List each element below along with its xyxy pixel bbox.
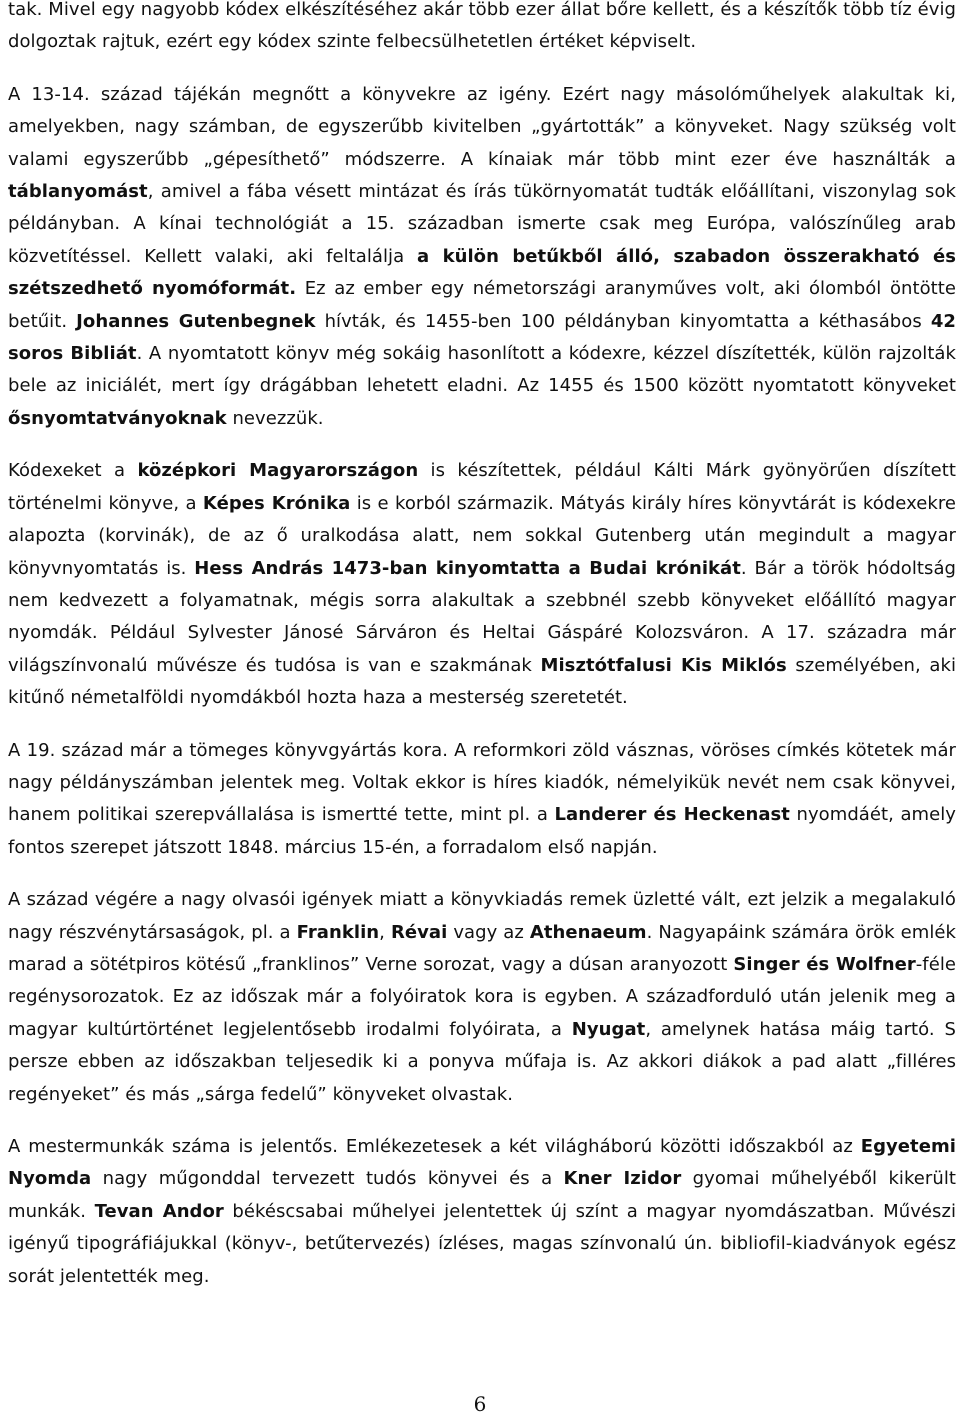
bold-term: Kner Izidor [563, 1168, 682, 1190]
bold-term: Landerer és Heckenast [554, 804, 790, 826]
text-run: , amivel a fába vésett mintázat és írás tükörnyomatát tudták előállítani, viszonylag sok példányban. A kínai technológiát a 15. században ismerte csak meg Európa, valószínűleg arab közvetítéssel. Kellett valaki, aki feltalálja [8, 181, 956, 267]
bold-term: Misztótfalusi Kis Miklós [540, 654, 787, 676]
text-run: nyomdáét, amely fontos szerepet játszott 1848. március 15-én, a forradalom első napján. [8, 804, 956, 858]
bold-term: Hess András 1473-ban kinyomtatta a Budai krónikát [194, 557, 741, 579]
paragraph-p2 [0, 79, 956, 435]
text-run: nevezzük. [226, 407, 324, 429]
text-run: nagy műgonddal tervezett tudós könyvei és a [91, 1168, 564, 1190]
paragraph-p1 [0, 0, 956, 59]
paragraph-p5 [0, 884, 956, 1111]
paragraph-p4 [0, 735, 956, 865]
text-run: . Nagyapáink számára örök emlék marad a sötétpiros kötésű „franklinos” Verne sorozat, vagy a dúsan aranyozott [8, 921, 956, 975]
bold-term: középkori Magyarországon [137, 460, 419, 482]
text-run: személyében, aki kitűnő németalföldi nyomdákból hozta haza a mesterség szeretetét. [8, 654, 956, 709]
text-run: Ez az ember egy németországi aranyműves volt, aki ólomból öntötte betűit. [8, 278, 956, 332]
text-run: is e korból származik. Mátyás király híres könyvtárát is kódexekre alapozta (korvinák), de az ő uralkodása alatt, nem sokkal Gutenberg után megindult a magyar könyvnyomtatás is. [8, 492, 957, 579]
bold-term: táblanyomást [8, 181, 148, 203]
bold-term: Franklin [296, 921, 380, 943]
text-run: hívták, és 1455-ben 100 példányban kinyomtatta a kéthasábos [315, 310, 931, 332]
bold-term: 42 soros Bibliát [8, 310, 956, 365]
text-run: gyomai műhelyéből kikerült munkák. [8, 1168, 956, 1222]
text-run: A 13-14. század tájékán megnőtt a könyvekre az igény. Ezért nagy másolóműhelyek alakultak ki, amelyekben, nagy számban, de egyszerűbb kivitelben „gyártották” a könyveket. Nagy szükség volt valami egyszerűbb „gépesíthető” módszerre. A kínaiak már több mint ezer éve használták a [8, 83, 956, 170]
bold-term: Egyetemi Nyomda [8, 1136, 956, 1190]
bold-term: Johannes Gutenbegnek [76, 310, 316, 332]
text-run: . A nyomtatott könyv még sokáig hasonlított a kódexre, kézzel díszítették, külön rajzolták bele az iniciálét, mert így drágábban lehetett eladni. Az 1455 és 1500 között nyomtatott könyveket [8, 343, 956, 397]
bold-term: Nyugat [571, 1018, 646, 1040]
bold-term: Képes Krónika [202, 492, 351, 514]
bold-term: a külön betűkből álló, szabadon összerakható és szétszedhető nyomóformát. [8, 245, 956, 300]
text-run: , [379, 921, 391, 943]
bold-term: ősnyomtatványoknak [8, 407, 227, 429]
bold-term: Athenaeum [529, 921, 647, 943]
bold-term: Singer és Wolfner [733, 953, 916, 975]
text-run: tak. Mivel egy nagyobb kódex elkészítéséhez akár több ezer állat bőre kellett, és a készítők több tíz évig dolgoztak rajtuk, ezért egy kódex szinte felbecsülhetetlen értéket képviselt. [8, 0, 956, 53]
text-run: , amelynek hatása máig tartó. S persze ebben az időszakban teljesedik ki a ponyva műfaja is. Az akkori diákok a pad alatt „filléres regényeket” és más „sárga fedelű” könyveket olvastak. [8, 1018, 956, 1105]
paragraph-p3 [0, 455, 956, 714]
text-run: is készítettek, például Kálti Márk gyönyörűen díszített történelmi könyve, a [8, 460, 956, 514]
page-number: 6 [473, 1392, 487, 1416]
text-run: békéscsabai műhelyei jelentettek új színt a magyar nyomdászatban. Művészi igényű tipográfiájukkal (könyv-, betűtervezés) ízléses, magas színvonalú ún. bibliofil-kiadványok egész sorát jelentették meg. [8, 1200, 956, 1287]
text-run: A század végére a nagy olvasói igények miatt a könyvkiadás remek üzletté vált, ezt jelzik a megalakuló nagy részvénytársaságok, pl. a [8, 889, 956, 943]
text-run: A 19. század már a tömeges könyvgyártás kora. A reformkori zöld vásznas, vöröses címkés kötetek már nagy példányszámban jelentek meg. Voltak ekkor is híres kiadók, némelyikük nevét nem csak könyvei, hanem politikai szerepvállalása is ismertté tette, mint pl. a [8, 739, 956, 826]
text-run: A mestermunkák száma is jelentős. Emlékezetesek a két világháború közötti időszakból az [8, 1136, 861, 1157]
text-run: Kódexeket a [8, 460, 138, 482]
text-run: vagy az [447, 921, 530, 943]
bold-term: Tevan Andor [94, 1200, 224, 1222]
text-run: -féle regénysorozatok. Ez az időszak már a folyóiratok kora is egyben. A századforduló után jelenik meg a magyar kultúrtörténet legjelentősebb irodalmi folyóirata, a [8, 953, 956, 1040]
paragraph-p6 [0, 1131, 956, 1293]
text-run: . Bár a török hódoltság nem kedvezett a folyamatnak, mégis sorra alakultak a szebbnél szebb könyveket előállító magyar nyomdák. Például Sylvester Jánosé Sárváron és Heltai Gáspáré Kolozsváron. A 17. századra már világszínvonalú művésze és tudósa is van e szakmának [8, 557, 956, 676]
bold-term: Révai [390, 921, 448, 943]
